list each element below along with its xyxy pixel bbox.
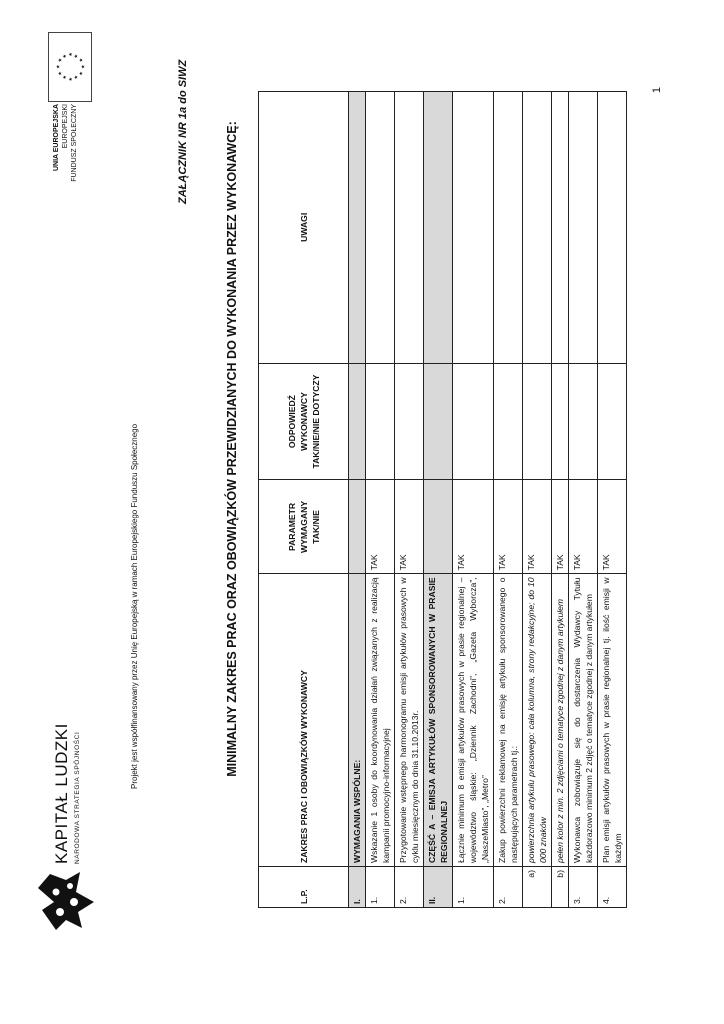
svg-text:★: ★	[74, 54, 80, 59]
row-answer-cell[interactable]	[366, 363, 395, 480]
section-row	[349, 92, 366, 908]
row-param: TAK	[453, 480, 494, 574]
document-title: MINIMALNY ZAKRES PRAC ORAZ OBOWIĄZKÓW PRZEWIDZIANYCH DO WYKONANIA PRZEZ WYKONAWCĘ:	[225, 121, 239, 777]
row-notes-cell[interactable]	[494, 92, 523, 364]
row-param: TAK	[598, 480, 627, 574]
attachment-label: ZAŁĄCZNIK NR 1a do SIWZ	[177, 59, 189, 204]
row-param	[424, 480, 453, 574]
table-row	[366, 92, 395, 908]
row-notes-cell[interactable]	[552, 92, 569, 364]
eu-line-2: EUROPEJSKI	[62, 104, 69, 149]
row-scope: pełen kolor z min. 2 zdjęciami o tematyce zgodnej z danym artykułem	[552, 574, 569, 867]
eu-line-3: FUNDUSZ SPOŁECZNY	[71, 104, 78, 182]
row-param: TAK	[523, 480, 552, 574]
kapital-ludzki-logo-icon	[36, 870, 98, 932]
row-answer-cell[interactable]	[523, 363, 552, 480]
row-lp: 4.	[598, 867, 627, 908]
row-scope: Łącznie minimum 8 emisji artykułów prasowych w prasie regionalnej – województwo śląskie: „Dziennik Zachodni”, „Gazeta Wyborcza”, „NaszeMiasto”, „Metro”	[453, 574, 494, 867]
row-notes-cell[interactable]	[523, 92, 552, 364]
row-notes-cell[interactable]	[453, 92, 494, 364]
row-param: TAK	[569, 480, 598, 574]
table-row	[569, 92, 598, 908]
row-answer-cell	[424, 363, 453, 480]
row-lp: 1.	[366, 867, 395, 908]
row-lp: II.	[424, 867, 453, 908]
row-param: TAK	[552, 480, 569, 574]
row-lp: I.	[349, 867, 366, 908]
table-row	[494, 92, 523, 908]
row-scope: powierzchnia artykułu prasowego: cała kolumna, strony redakcyjne; do 10 000 znaków	[523, 574, 552, 867]
row-answer-cell[interactable]	[598, 363, 627, 480]
header-param: PARAMETR WYMAGANY TAK/NIE	[259, 480, 349, 574]
row-scope: Zakup powierzchni reklamowej na emisję artykułu sponsorowanego o następujących parametrach tj.:	[494, 574, 523, 867]
row-param: TAK	[366, 480, 395, 574]
row-answer-cell[interactable]	[453, 363, 494, 480]
row-answer-cell[interactable]	[395, 363, 424, 480]
row-answer-cell	[349, 363, 366, 480]
project-cofinancing-note: Projekt jest współfinansowany przez Unię Europejską w ramach Europejskiego Funduszu Społecznego	[130, 423, 139, 789]
row-lp: 2.	[494, 867, 523, 908]
row-scope: WYMAGANIA WSPÓLNE:	[349, 574, 366, 867]
svg-text:★: ★	[63, 75, 69, 80]
svg-text:★: ★	[58, 71, 64, 76]
row-scope: Przygotowanie wstępnego harmonogramu emisji artykułów prasowych w cyklu miesięcznym do dnia 31.10.2013r.	[395, 574, 424, 867]
kl-logo-subtitle: NARODOWA STRATEGIA SPÓJNOŚCI	[74, 731, 81, 864]
page-number: 1	[651, 86, 664, 94]
row-param: TAK	[395, 480, 424, 574]
svg-text:★: ★	[79, 71, 85, 76]
row-notes-cell[interactable]	[366, 92, 395, 364]
row-lp: 3.	[569, 867, 598, 908]
header-scope: ZAKRES PRAC I OBOWIĄZKÓW WYKONAWCY	[259, 574, 349, 867]
row-notes-cell	[424, 92, 453, 364]
row-answer-cell[interactable]	[552, 363, 569, 480]
row-param: TAK	[494, 480, 523, 574]
eu-line-1: UNIA EUROPEJSKA	[53, 104, 60, 172]
svg-text:★: ★	[68, 52, 74, 57]
header-lp: L.P.	[259, 867, 349, 908]
row-lp: a)	[523, 867, 552, 908]
row-param	[349, 480, 366, 574]
row-scope: CZĘŚĆ A – EMISJA ARTYKUŁÓW SPONSOROWANYCH W PRASIE REGIONALNEJ	[424, 574, 453, 867]
svg-text:★: ★	[68, 77, 74, 82]
svg-text:★: ★	[58, 57, 64, 63]
row-lp: 1.	[453, 867, 494, 908]
svg-text:★: ★	[63, 54, 69, 59]
table-row	[598, 92, 627, 908]
kapital-ludzki-wordmark	[52, 723, 81, 864]
section-row	[424, 92, 453, 908]
svg-text:★: ★	[56, 64, 62, 69]
table-row	[453, 92, 494, 908]
eu-logo-text	[52, 104, 79, 242]
svg-text:★: ★	[74, 75, 80, 80]
row-notes-cell	[349, 92, 366, 364]
svg-text:★: ★	[81, 64, 87, 69]
table-row	[523, 92, 552, 908]
row-scope: Wskazanie 1 osoby do koordynowania działań związanych z realizacją kampanii promocyjno-informacyjnej	[366, 574, 395, 867]
header-notes: UWAGI	[259, 92, 349, 364]
row-notes-cell[interactable]	[569, 92, 598, 364]
row-answer-cell[interactable]	[569, 363, 598, 480]
row-notes-cell[interactable]	[395, 92, 424, 364]
row-notes-cell[interactable]	[598, 92, 627, 364]
row-answer-cell[interactable]	[494, 363, 523, 480]
row-scope: Wykonawca zobowiązuje się do dostarczenia Wydawcy Tytułu każdorazowo minimum 2 zdjęć o tematyce zgodnej z danym artykułem	[569, 574, 598, 867]
svg-text:★: ★	[79, 57, 85, 63]
table-header-row	[259, 92, 349, 908]
row-scope: Plan emisji artykułów prasowych w prasie regionalnej tj. ilość emisji w każdym	[598, 574, 627, 867]
requirements-table	[258, 91, 627, 908]
table-row	[552, 92, 569, 908]
row-lp: b)	[552, 867, 569, 908]
kl-logo-title: KAPITAŁ LUDZKI	[52, 723, 71, 864]
eu-flag-icon	[48, 32, 92, 102]
row-lp: 2.	[395, 867, 424, 908]
header-answer: ODPOWIEDŹ WYKONAWCY TAK/NIE/NIE DOTYCZY	[259, 363, 349, 480]
table-row	[395, 92, 424, 908]
